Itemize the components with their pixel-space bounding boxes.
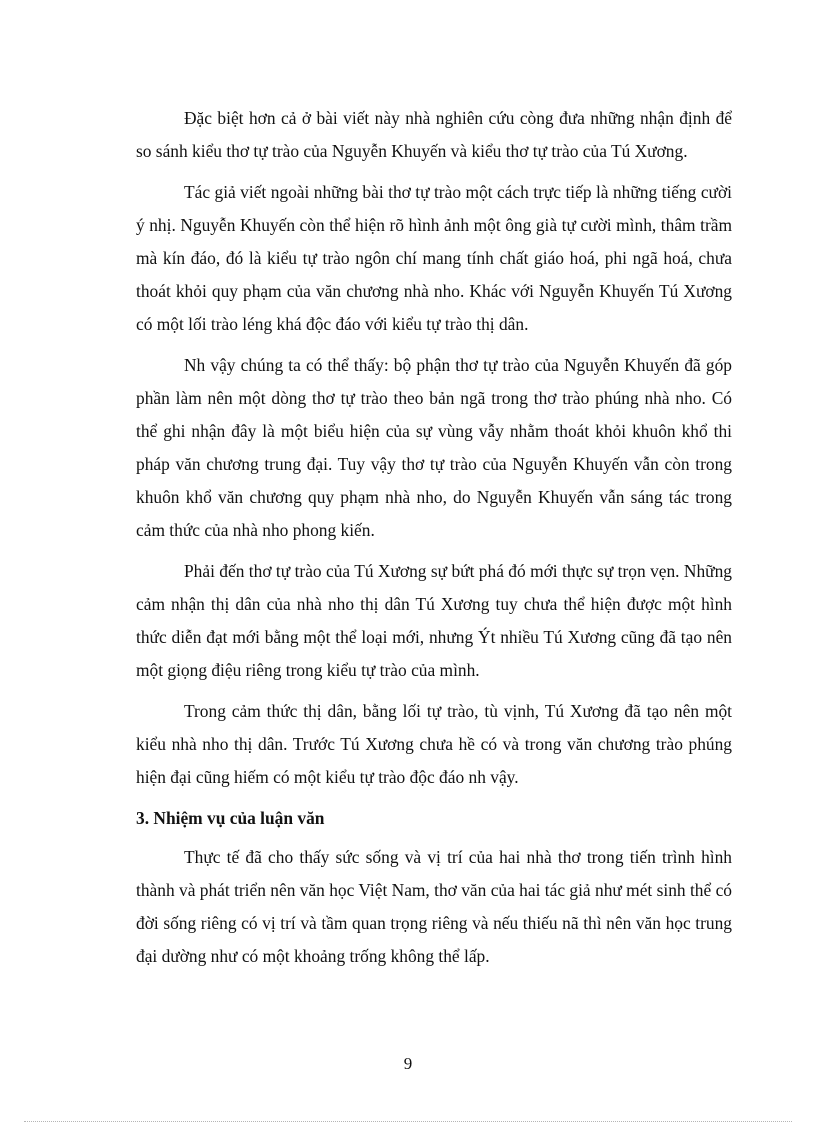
paragraph-tu-xuong-breakthrough: Phải đến thơ tự trào của Tú Xương sự bứt phá đó mới thực sự trọn vẹn. Những cảm nhận thị dân của nhà nho thị dân Tú Xương tuy chưa thể hiện được một hình thức diễn đạt mới bằng một thể loại mới, nhưng Ýt nhiều Tú Xương cũng đã tạo nên một giọng điệu riêng trong kiểu tự trào của mình. [136,561,732,680]
section-heading: 3. Nhiệm vụ của luận văn [136,808,325,828]
page-body [136,102,732,981]
paragraph-self-mockery-tradition: Nh vậy chúng ta có thể thấy: bộ phận thơ tự trào của Nguyễn Khuyến đã góp phần làm nên một dòng thơ tự trào theo bản ngã trong thơ trào phúng nhà nho. Có thể ghi nhận đây là một biểu hiện của sự vùng vẫy nhằm thoát khỏi khuôn khổ thi pháp văn chương trung đại. Tuy vậy thơ tự trào của Nguyễn Khuyến vẫn còn trong khuôn khổ văn chương quy phạm nhà nho, do Nguyễn Khuyến vẫn sáng tác trong cảm thức của nhà nho phong kiến. [136,355,732,540]
page-number: 9 [403,1054,413,1073]
paragraph-nguyen-khuyen-style: Tác giả viết ngoài những bài thơ tự trào một cách trực tiếp là những tiếng cười ý nhị. Nguyễn Khuyến còn thể hiện rõ hình ảnh một ông già tự cười mình, thâm trầm mà kín đáo, đó là kiểu tự trào ngôn chí mang tính chất giáo hoá, phi ngã hoá, chưa thoát khỏi quy phạm của văn chương nhà nho. Khác với Nguyễn Khuyến Tú Xương có một lối trào léng khá độc đáo với kiểu tự trào thị dân. [136,182,732,334]
paragraph-comparison-intro: Đặc biệt hơn cả ở bài viết này nhà nghiên cứu còng đưa những nhận định để so sánh kiểu thơ tự trào của Nguyễn Khuyến và kiểu thơ tự trào của Tú Xương. [136,108,732,161]
paragraph-thesis-task: Thực tế đã cho thấy sức sống và vị trí của hai nhà thơ trong tiến trình hình thành và phát triển nên văn học Việt Nam, thơ văn của hai tác giả như mét sinh thể có đời sống riêng có vị trí và tầm quan trọng riêng và nếu thiếu nã thì nên văn học trung đại dường như có một khoảng trống không thể lấp. [136,847,732,966]
paragraph-urban-scholar: Trong cảm thức thị dân, bằng lối tự trào, tù vịnh, Tú Xương đã tạo nên một kiểu nhà nho thị dân. Trước Tú Xương chưa hề có và trong văn chương trào phúng hiện đại cũng hiếm có một kiểu tự trào độc đáo nh vậy. [136,701,732,787]
page-bottom-divider [24,1121,792,1122]
